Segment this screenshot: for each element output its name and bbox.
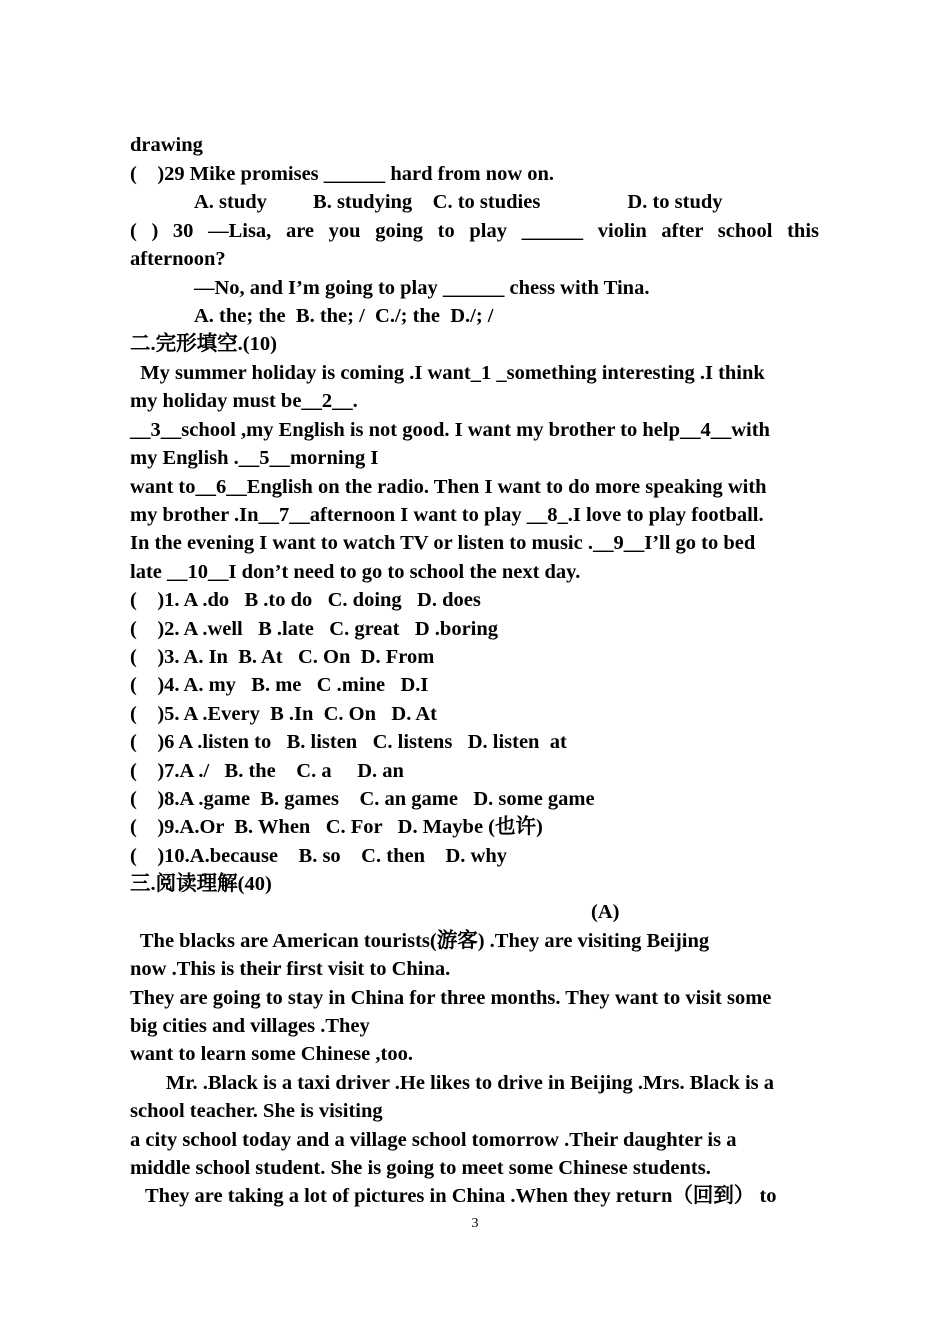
question-30: ( ) 30 —Lisa, are you going to play ______ violin after school this (130, 220, 819, 242)
question-30-options: A. the; the B. the; / C./; the D./; / (194, 305, 494, 327)
reading-passage-line: a city school today and a village school tomorrow .Their daughter is a (130, 1129, 737, 1151)
reading-passage-line: Mr. .Black is a taxi driver .He likes to drive in Beijing .Mrs. Black is a (130, 1072, 775, 1094)
reading-passage-line: They are going to stay in China for three months. They want to visit some (130, 987, 772, 1009)
text-line: afternoon? (130, 248, 226, 270)
cloze-question: ( )4. A. my B. me C .mine D.I (130, 674, 429, 696)
cloze-passage-line: my brother .In__7__afternoon I want to play __8_.I love to play football. (130, 504, 764, 526)
cloze-question: ( )2. A .well B .late C. great D .boring (130, 618, 499, 640)
text-line: drawing (130, 134, 203, 156)
cloze-passage-line: late __10__I don’t need to go to school the next day. (130, 561, 581, 583)
cloze-passage-line: my holiday must be__2__. (130, 390, 358, 412)
reading-passage-line: They are taking a lot of pictures in China .When they return（回到） to (130, 1185, 777, 1207)
reading-passage-line: want to learn some Chinese ,too. (130, 1043, 413, 1065)
cloze-passage-line: my English .__5__morning I (130, 447, 379, 469)
question-29-options: A. study B. studying C. to studies D. to study (194, 191, 723, 213)
cloze-passage-line: __3__school ,my English is not good. I want my brother to help__4__with (130, 419, 770, 441)
reading-passage-line: The blacks are American tourists(游客) .They are visiting Beijing (130, 930, 710, 952)
cloze-question: ( )5. A .Every B .In C. On D. At (130, 703, 437, 725)
reading-passage-line: big cities and villages .They (130, 1015, 370, 1037)
cloze-question: ( )7.A ./ B. the C. a D. an (130, 760, 404, 782)
cloze-question: ( )10.A.because B. so C. then D. why (130, 845, 507, 867)
cloze-passage-line: want to__6__English on the radio. Then I want to do more speaking with (130, 476, 767, 498)
cloze-question: ( )1. A .do B .to do C. doing D. does (130, 589, 481, 611)
reading-passage-line: middle school student. She is going to meet some Chinese students. (130, 1157, 711, 1179)
section-heading-reading: 三.阅读理解(40) (130, 873, 272, 895)
question-29: ( )29 Mike promises ______ hard from now on. (130, 163, 555, 185)
cloze-question: ( )6 A .listen to B. listen C. listens D. listen at (130, 731, 567, 753)
reading-passage-line: now .This is their first visit to China. (130, 958, 451, 980)
page-number: 3 (471, 1216, 479, 1231)
passage-label: (A) (591, 901, 620, 923)
cloze-question: ( )9.A.Or B. When C. For D. Maybe (也许) (130, 816, 543, 838)
reading-passage-line: school teacher. She is visiting (130, 1100, 383, 1122)
cloze-question: ( )8.A .game B. games C. an game D. some game (130, 788, 595, 810)
cloze-passage-line: My summer holiday is coming .I want_1 _something interesting .I think (130, 362, 765, 384)
cloze-question: ( )3. A. In B. At C. On D. From (130, 646, 435, 668)
text-line: —No, and I’m going to play ______ chess with Tina. (194, 277, 650, 299)
section-heading-cloze: 二.完形填空.(10) (130, 333, 277, 355)
cloze-passage-line: In the evening I want to watch TV or listen to music .__9__I’ll go to bed (130, 532, 756, 554)
